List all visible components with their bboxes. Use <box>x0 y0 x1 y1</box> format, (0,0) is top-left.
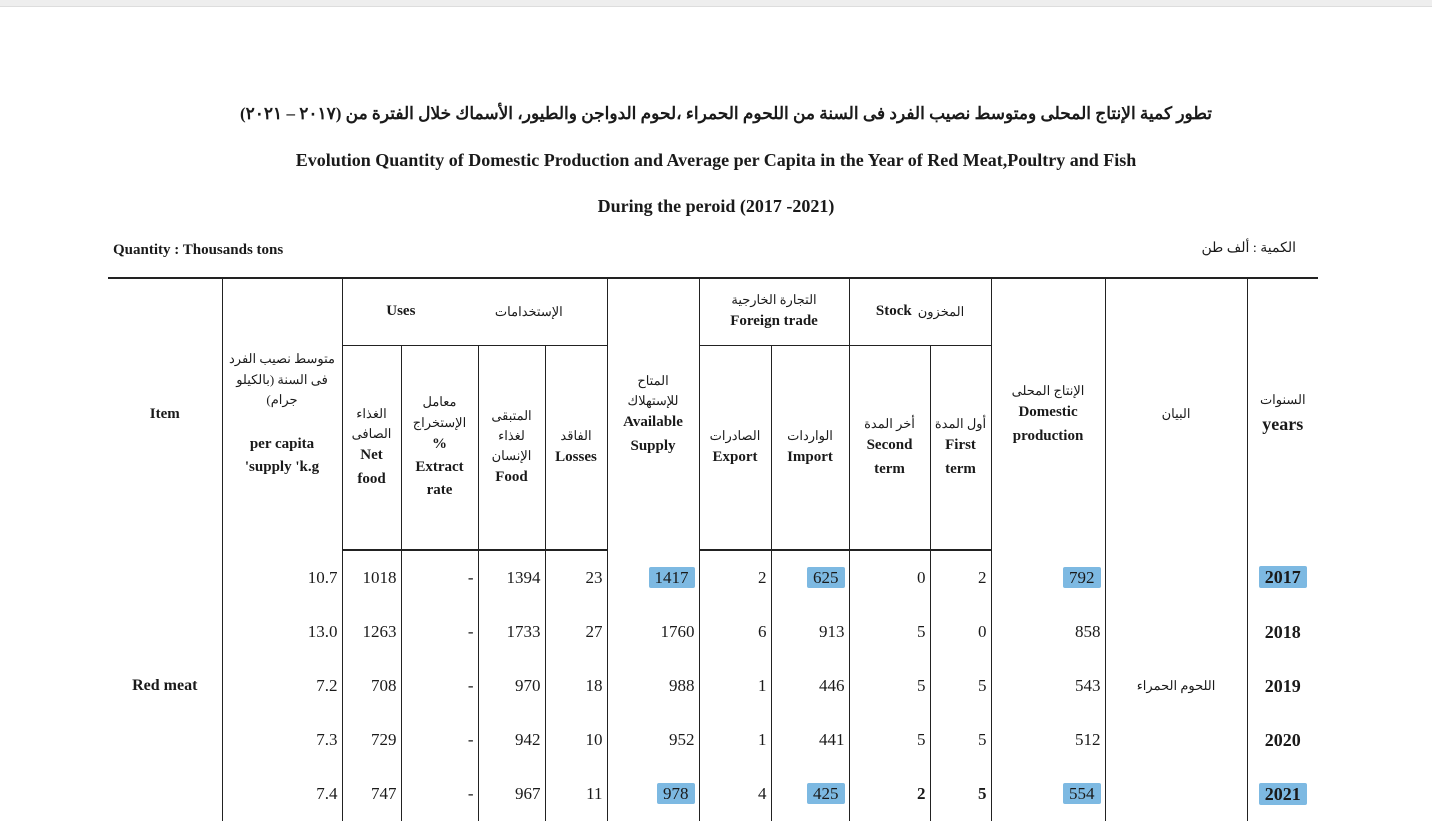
cell-second <box>849 767 930 821</box>
cell-per-capita <box>222 767 342 821</box>
cell-extract <box>401 605 478 659</box>
cell-export <box>699 659 771 713</box>
title-english: Evolution Quantity of Domestic Production and Average per Capita in the Year of Red Meat,Poultry and Fish <box>295 150 1137 170</box>
cell-value: 942 <box>515 730 541 749</box>
header-domestic-production: الإنتاج المحلى Domestic production <box>991 278 1105 550</box>
cell-value: 10 <box>585 730 603 749</box>
cell-year <box>1247 659 1318 713</box>
cell-second <box>849 550 930 605</box>
cell-second <box>849 659 930 713</box>
cell-value: 1733 <box>506 622 541 641</box>
cell-import <box>771 550 849 605</box>
cell-first <box>930 713 991 767</box>
cell-export <box>699 550 771 605</box>
cell-extract <box>401 550 478 605</box>
cell-extract <box>401 767 478 821</box>
cell-year <box>1247 550 1318 605</box>
cell-value: 5 <box>917 730 926 749</box>
cell-net-food <box>342 767 401 821</box>
header-per-capita: متوسط نصيب الفرد فى السنة (بالكيلو جرام) per capita 'supply 'k.g <box>222 278 342 550</box>
cell-extract <box>401 659 478 713</box>
cell-value: 970 <box>515 676 541 695</box>
cell-net-food <box>342 605 401 659</box>
cell-value: 1760 <box>660 622 695 641</box>
title-arabic: تطور كمية الإنتاج المحلى ومتوسط نصيب الفرد فى السنة من اللحوم الحمراء ،لحوم الدواجن والطيور، الأسماك خلال الفترة من (٢٠١٧ – ٢٠٢١) <box>239 104 1212 123</box>
cell-per-capita <box>222 605 342 659</box>
cell-value: 967 <box>515 784 541 803</box>
year-value: 2021 <box>1259 783 1307 805</box>
cell-export <box>699 713 771 767</box>
cell-value: 554 <box>1063 783 1101 804</box>
cell-value: 729 <box>371 730 397 749</box>
cell-value: - <box>467 784 474 803</box>
header-stock: Stock المخزون <box>849 278 991 346</box>
header-second-term: أخر المدة Second term <box>849 346 930 551</box>
subtitle-period: During the peroid (2017 -2021) <box>597 196 835 216</box>
header-food: المتبقى لغذاء الإنسان Food <box>478 346 545 551</box>
cell-per-capita <box>222 713 342 767</box>
header-losses: الفاقد Losses <box>545 346 607 551</box>
cell-value: 978 <box>657 783 695 804</box>
cell-value: - <box>467 622 474 641</box>
cell-value: 988 <box>669 676 695 695</box>
cell-first <box>930 659 991 713</box>
cell-value: 446 <box>819 676 845 695</box>
cell-value: 441 <box>819 730 845 749</box>
cell-value: 952 <box>669 730 695 749</box>
cell-value: 1263 <box>362 622 397 641</box>
cell-domestic <box>991 605 1105 659</box>
cell-first <box>930 767 991 821</box>
cell-value: 747 <box>371 784 397 803</box>
cell-available <box>607 550 699 605</box>
header-available-supply: المتاح للإستهلاك Available Supply <box>607 278 699 550</box>
cell-value: 1417 <box>649 567 695 588</box>
cell-value: 7.2 <box>316 676 338 695</box>
cell-value: 18 <box>585 676 603 695</box>
cell-import <box>771 767 849 821</box>
cell-food <box>478 713 545 767</box>
cell-value: 858 <box>1075 622 1101 641</box>
cell-domestic <box>991 550 1105 605</box>
header-export: الصادرات Export <box>699 346 771 551</box>
cell-value: 27 <box>585 622 603 641</box>
cell-per-capita <box>222 659 342 713</box>
cell-value: 13.0 <box>307 622 338 641</box>
cell-export <box>699 605 771 659</box>
cell-value: 2 <box>758 568 767 587</box>
cell-year <box>1247 767 1318 821</box>
cell-import <box>771 659 849 713</box>
cell-value: 512 <box>1075 730 1101 749</box>
cell-value: - <box>467 676 474 695</box>
cell-food <box>478 605 545 659</box>
cell-year <box>1247 713 1318 767</box>
cell-losses <box>545 659 607 713</box>
cell-value: 10.7 <box>307 567 338 587</box>
viewer-top-bar <box>0 0 1432 7</box>
cell-value: 5 <box>917 676 926 695</box>
cell-available <box>607 767 699 821</box>
year-value: 2018 <box>1264 621 1301 642</box>
cell-food <box>478 550 545 605</box>
cell-available <box>607 605 699 659</box>
unit-label-english: Quantity : Thousands tons <box>113 242 284 258</box>
cell-value: 1018 <box>362 568 397 587</box>
header-net-food: الغذاء الصافى Net food <box>342 346 401 551</box>
cell-value: 425 <box>807 783 845 804</box>
cell-losses <box>545 767 607 821</box>
cell-value: - <box>467 568 474 587</box>
cell-value: 2 <box>978 568 987 587</box>
cell-first <box>930 605 991 659</box>
cell-value: - <box>467 730 474 749</box>
header-import: الواردات Import <box>771 346 849 551</box>
cell-second <box>849 605 930 659</box>
cell-net-food <box>342 659 401 713</box>
cell-value: 5 <box>978 730 987 749</box>
cell-domestic <box>991 767 1105 821</box>
header-years: السنوات years <box>1247 278 1318 550</box>
cell-export <box>699 767 771 821</box>
unit-label-arabic: الكمية : ألف طن <box>1201 241 1296 256</box>
header-uses: Uses الإستخدامات <box>342 278 607 346</box>
cell-value: 5 <box>978 784 987 803</box>
table-row <box>108 550 1318 605</box>
cell-value: 4 <box>758 784 767 803</box>
cell-value: 5 <box>978 676 987 695</box>
cell-losses <box>545 605 607 659</box>
cell-losses <box>545 713 607 767</box>
item-red-meat-arabic: اللحوم الحمراء <box>1105 550 1247 821</box>
cell-value: 7.3 <box>316 730 338 749</box>
header-foreign-trade: التجارة الخارجية Foreign trade <box>699 278 849 346</box>
cell-value: 11 <box>586 784 603 803</box>
cell-value: 7.4 <box>316 784 338 803</box>
cell-value: 543 <box>1075 676 1101 695</box>
cell-food <box>478 767 545 821</box>
cell-value: 1 <box>758 730 767 749</box>
cell-value: 5 <box>917 622 926 641</box>
cell-value: 1394 <box>506 568 541 587</box>
cell-net-food <box>342 550 401 605</box>
header-item: Item <box>108 278 222 550</box>
cell-domestic <box>991 659 1105 713</box>
cell-first <box>930 550 991 605</box>
cell-value: 792 <box>1063 567 1101 588</box>
cell-domestic <box>991 713 1105 767</box>
header-first-term: أول المدة First term <box>930 346 991 551</box>
header-extract-rate: معامل الإستخراج % Extract rate <box>401 346 478 551</box>
cell-value: 1 <box>758 676 767 695</box>
year-value: 2020 <box>1264 729 1301 750</box>
cell-value: 625 <box>807 567 845 588</box>
cell-food <box>478 659 545 713</box>
cell-available <box>607 713 699 767</box>
cell-available <box>607 659 699 713</box>
cell-value: 708 <box>371 676 397 695</box>
header-statement: البيان <box>1105 278 1247 550</box>
cell-second <box>849 713 930 767</box>
year-value: 2017 <box>1259 566 1307 588</box>
cell-import <box>771 713 849 767</box>
cell-import <box>771 605 849 659</box>
cell-value: 6 <box>758 622 767 641</box>
item-red-meat: Red meat <box>108 550 222 821</box>
table-body <box>108 550 1318 821</box>
cell-per-capita <box>222 550 342 605</box>
production-table <box>108 277 1318 821</box>
cell-losses <box>545 550 607 605</box>
cell-net-food <box>342 713 401 767</box>
year-value: 2019 <box>1264 675 1301 696</box>
cell-value: 913 <box>819 622 845 641</box>
cell-value: 2 <box>917 784 926 803</box>
cell-value: 0 <box>917 568 926 587</box>
cell-extract <box>401 713 478 767</box>
cell-year <box>1247 605 1318 659</box>
cell-value: 23 <box>585 568 603 587</box>
cell-value: 0 <box>978 622 987 641</box>
